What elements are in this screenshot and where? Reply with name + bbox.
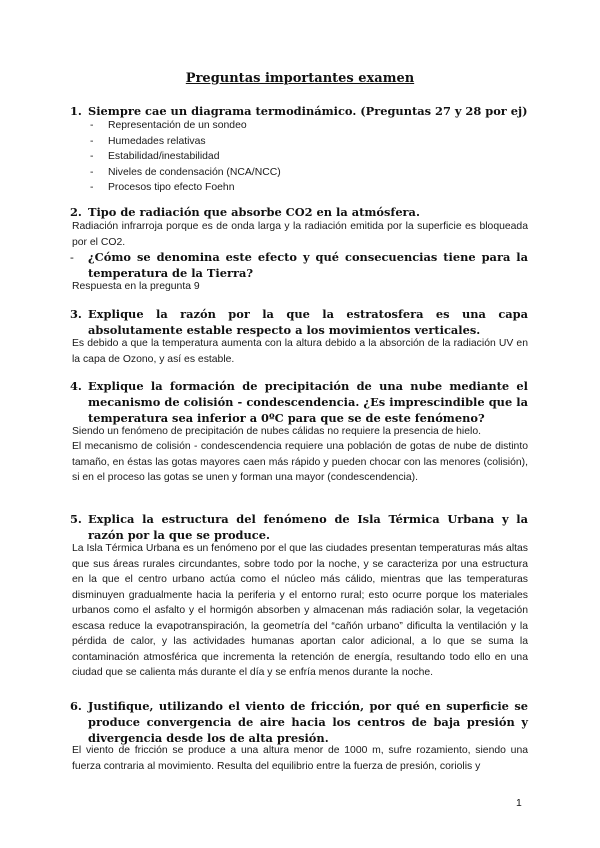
list-item: - Procesos tipo efecto Foehn [72, 180, 528, 196]
question-text: Explique la formación de precipitación de una nube mediante el mecanismo de colisión - condescendencia. ¿Es imprescindible que la temperatura sea inferior a 0ºC para que se de este fenómeno? [88, 379, 528, 425]
list-item: - Representación de un sondeo [72, 118, 528, 134]
question-3-heading [70, 306, 528, 338]
question-number: 4. [70, 379, 82, 393]
question-1-heading [70, 103, 528, 119]
list-item: - Estabilidad/inestabilidad [72, 149, 528, 165]
page-title: Preguntas importantes examen [185, 71, 415, 86]
list-item: - Niveles de condensación (NCA/NCC) [72, 165, 528, 181]
page-number: 1 [516, 798, 522, 809]
question-2-subquestion [70, 249, 528, 281]
question-2-heading [70, 204, 528, 220]
question-text: Tipo de radiación que absorbe CO2 en la atmósfera. [88, 205, 420, 219]
question-number: 3. [70, 307, 82, 321]
question-text: Siempre cae un diagrama termodinámico. (Preguntas 27 y 28 por ej) [88, 104, 528, 118]
question-4-answer-1: Siendo un fenómeno de precipitación de nubes cálidas no requiere la presencia de hielo. [72, 426, 481, 437]
question-5-heading [70, 511, 528, 543]
question-3-answer: Es debido a que la temperatura aumenta con la altura debido a la absorción de la radiación UV en la capa de Ozono, y así es estable. [72, 338, 528, 365]
question-2-answer: Radiación infrarroja porque es de onda larga y la radiación emitida por la superficie es bloqueada por el CO2. [72, 221, 528, 248]
question-number: 5. [70, 512, 82, 526]
question-number: 2. [70, 205, 82, 219]
question-text: Explica la estructura del fenómeno de Isla Térmica Urbana y la razón por la que se produce. [88, 512, 528, 542]
question-4-heading [70, 378, 528, 426]
question-6-answer: El viento de fricción se produce a una altura menor de 1000 m, sufre rozamiento, siendo una fuerza contraria al movimiento. Resulta del equilibrio entre la fuerza de presión, coriolis y [72, 745, 528, 772]
question-1-list [72, 118, 528, 196]
question-text: Justifique, utilizando el viento de fricción, por qué en superficie se produce convergencia de aire hacia los centros de baja presión y divergencia desde los de alta presión. [88, 699, 528, 745]
subquestion-text: ¿Cómo se denomina este efecto y qué consecuencias tiene para la temperatura de la Tierra? [88, 250, 528, 280]
question-4-answer-2: El mecanismo de colisión - condescendencia requiere una población de gotas de nube de distinto tamaño, en éstas las gotas mayores caen más rápido y pueden chocar con las menores (colisión), si en el proceso las gotas se unen y forman una mayor (condescendencia). [72, 441, 528, 483]
question-text: Explique la razón por la que la estratosfera es una capa absolutamente estable respecto a los movimientos verticales. [88, 307, 528, 337]
dash-marker: - [70, 250, 74, 264]
question-number: 6. [70, 699, 82, 713]
question-6-heading [70, 698, 528, 746]
question-number: 1. [70, 104, 82, 118]
question-5-answer: La Isla Térmica Urbana es un fenómeno por el que las ciudades presentan temperaturas más altas que sus áreas rurales circundantes, sobre todo por la noche, y se caracteriza por una estructura en la que el centro urbano actúa como el núcleo más cálido, mientras que las temperaturas disminuyen gradualmente hacia la periferia y el entorno rural; esto ocurre porque los materiales urbanos como el asfalto y el hormigón absorben y almacenan más radiación solar, la vegetación escasa reduce la evapotranspiración, la geometría del “cañón urbano” dificulta la ventilación y la pérdida de calor, y las actividades humanas aportan calor adicional, a lo que se suma la contaminación atmosférica que incrementa la retención de energía, resultando todo ello en una ciudad que se calienta más durante el día y se enfría menos durante la noche. [72, 543, 528, 678]
question-2-subanswer: Respuesta en la pregunta 9 [72, 281, 200, 292]
list-item: - Humedades relativas [72, 134, 528, 150]
